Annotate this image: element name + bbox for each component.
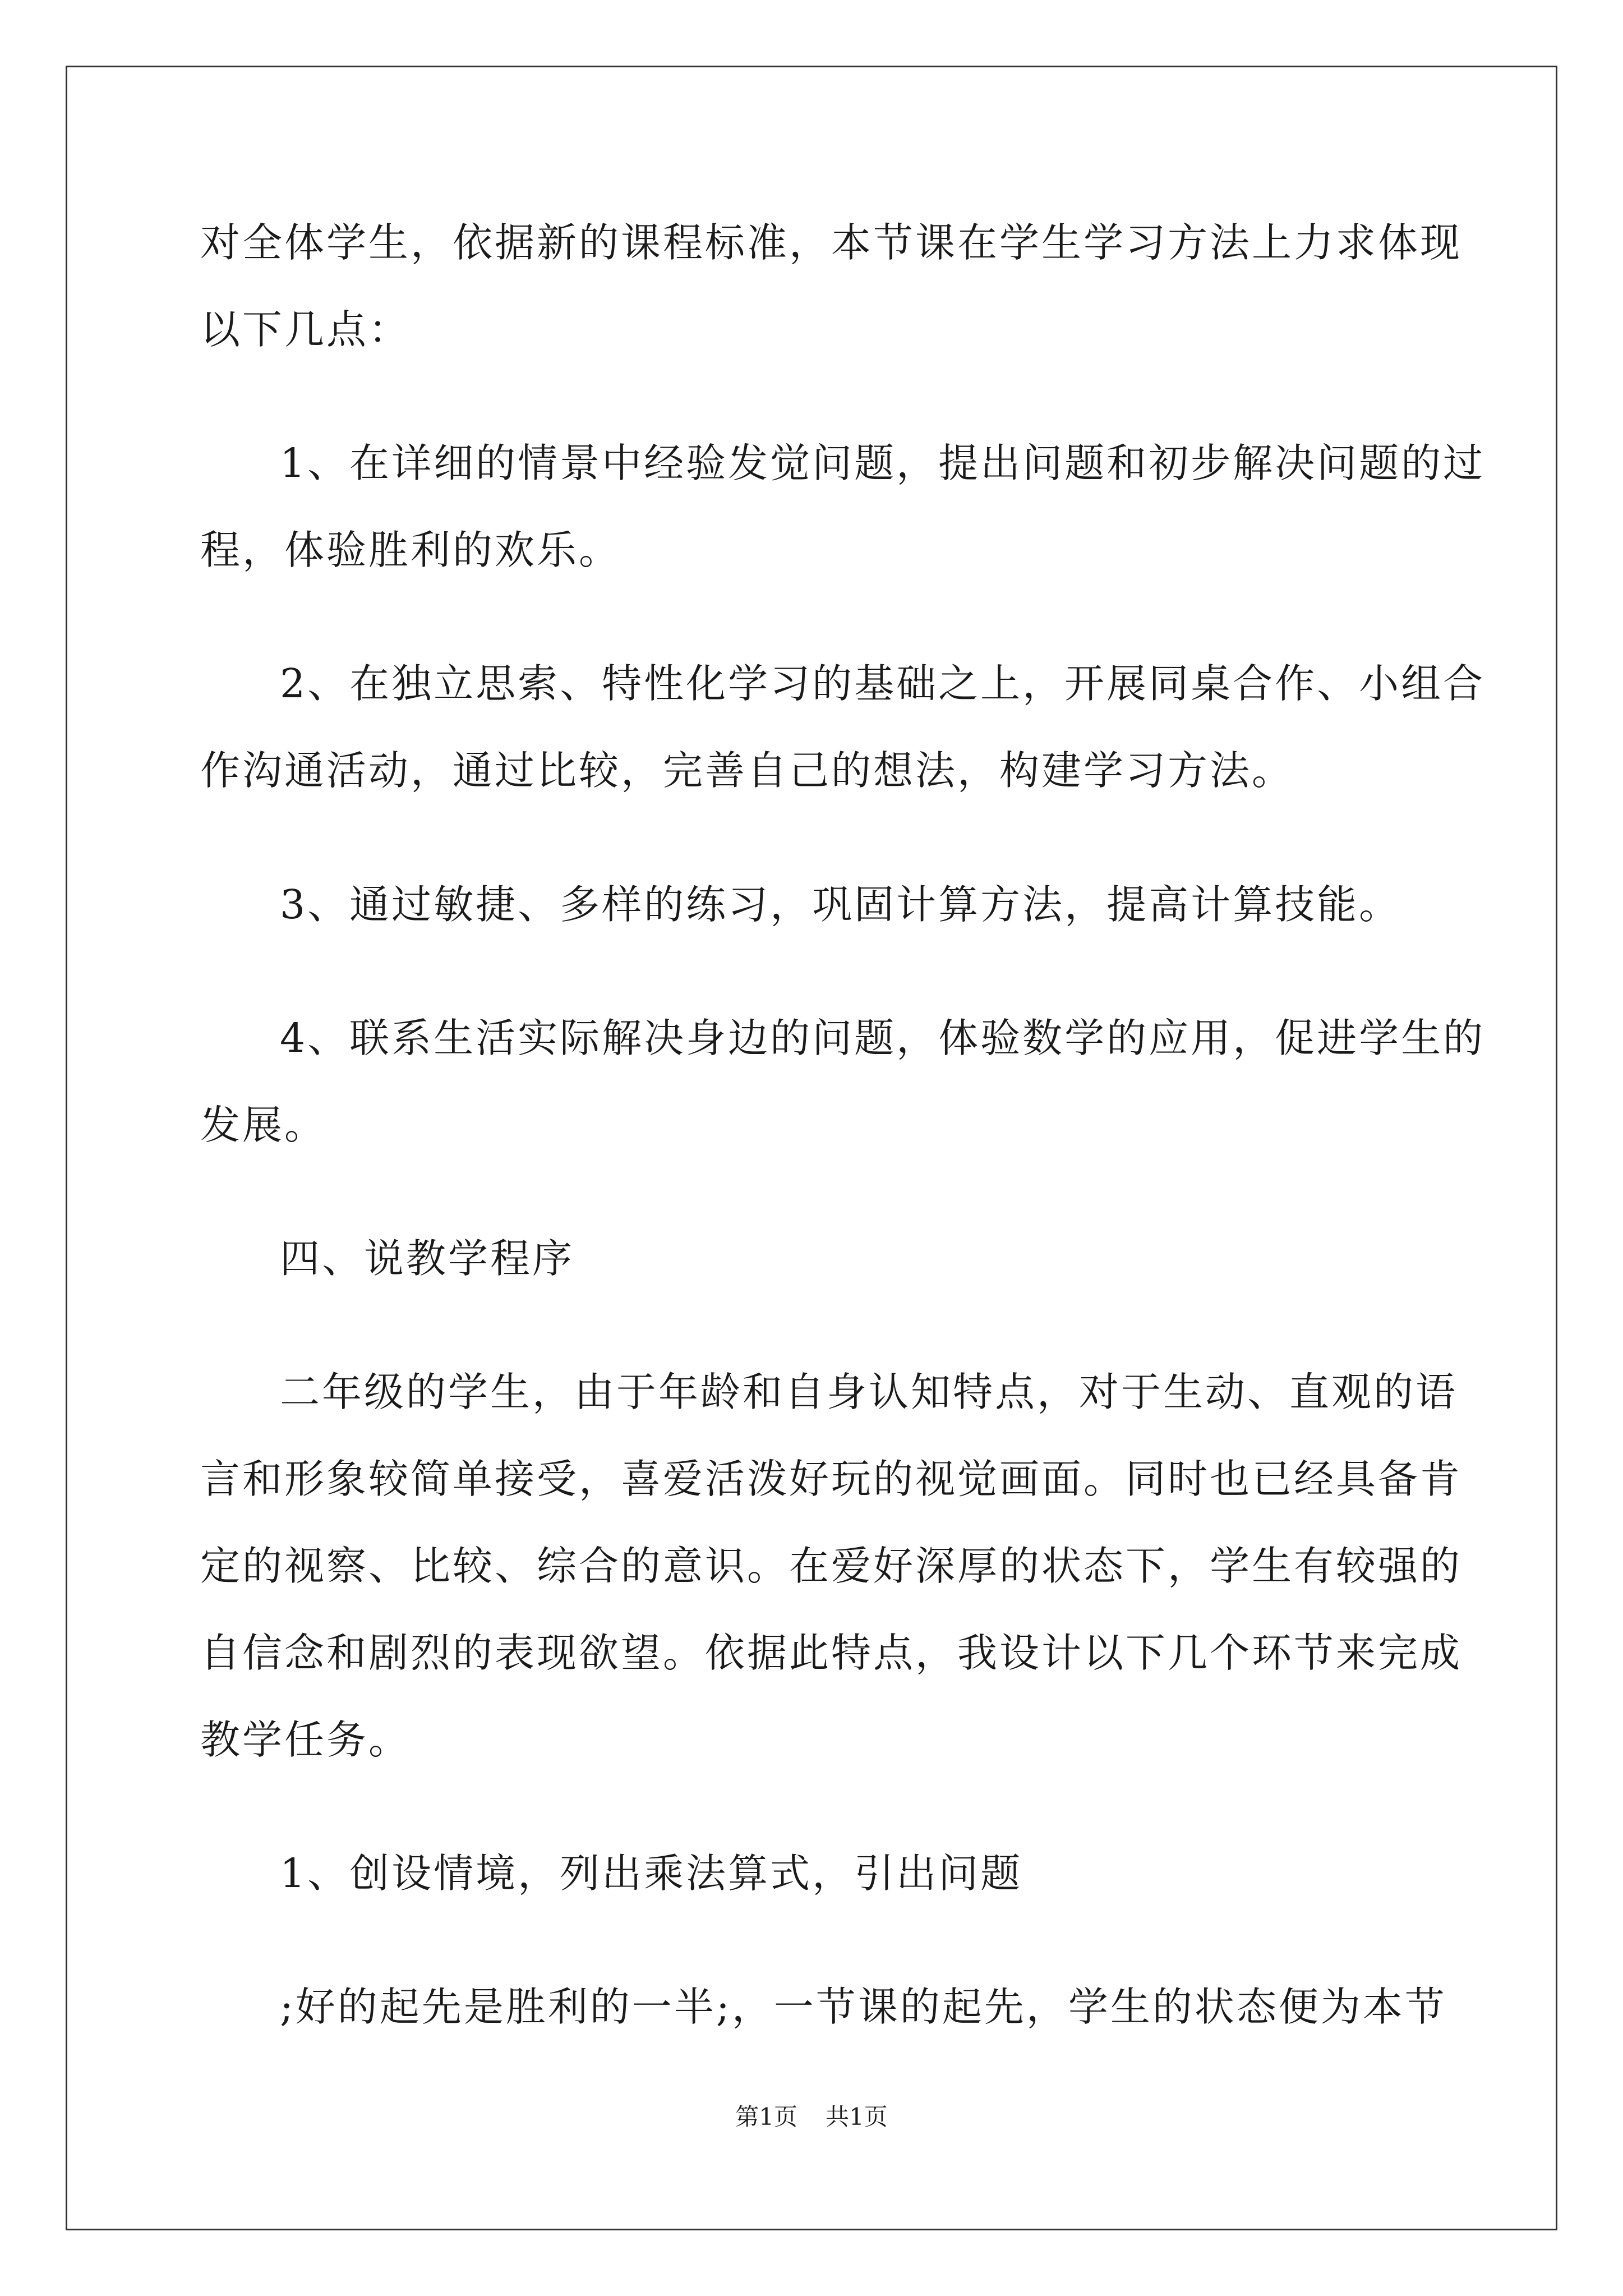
text-line: 定的视察、比较、综合的意识。在爱好深厚的状态下，学生有较强的 [200,1543,1463,1589]
text-line: 程，体验胜利的欢乐。 [200,527,621,573]
list-item-3: 3、通过敏捷、多样的练习，巩固计算方法，提高计算技能。 [280,881,1401,928]
page-total: 共1页 [826,2103,888,2131]
text-line: 发展。 [200,1102,327,1148]
paragraph-line: ;好的起先是胜利的一半;，一节课的起先，学生的状态便为本节 [280,1984,1447,2030]
text-line: 对全体学生，依据新的课程标准，本节课在学生学习方法上力求体现 [200,219,1463,266]
subheading-1: 1、创设情境，列出乘法算式，引出问题 [280,1850,1023,1897]
list-item-1: 1、在详细的情景中经验发觉问题，提出问题和初步解决问题的过 [280,440,1486,486]
list-item-4: 4、联系生活实际解决身边的问题，体验数学的应用，促进学生的 [280,1015,1486,1061]
text-line: 言和形象较简单接受，喜爱活泼好玩的视觉画面。同时也已经具备肯 [200,1456,1463,1502]
section-heading: 四、说教学程序 [280,1235,575,1282]
text-line: 以下几点： [200,306,411,353]
list-item-2: 2、在独立思索、特性化学习的基础之上，开展同桌合作、小组合 [280,660,1486,707]
text-line: 教学任务。 [200,1717,411,1763]
paragraph-line: 二年级的学生，由于年龄和自身认知特点，对于生动、直观的语 [280,1369,1458,1415]
text-line: 自信念和剧烈的表现欲望。依据此特点，我设计以下几个环节来完成 [200,1630,1463,1676]
page-number: 第1页 [735,2103,797,2131]
page-footer [0,2100,1623,2134]
text-line: 作沟通活动，通过比较，完善自己的想法，构建学习方法。 [200,747,1294,794]
